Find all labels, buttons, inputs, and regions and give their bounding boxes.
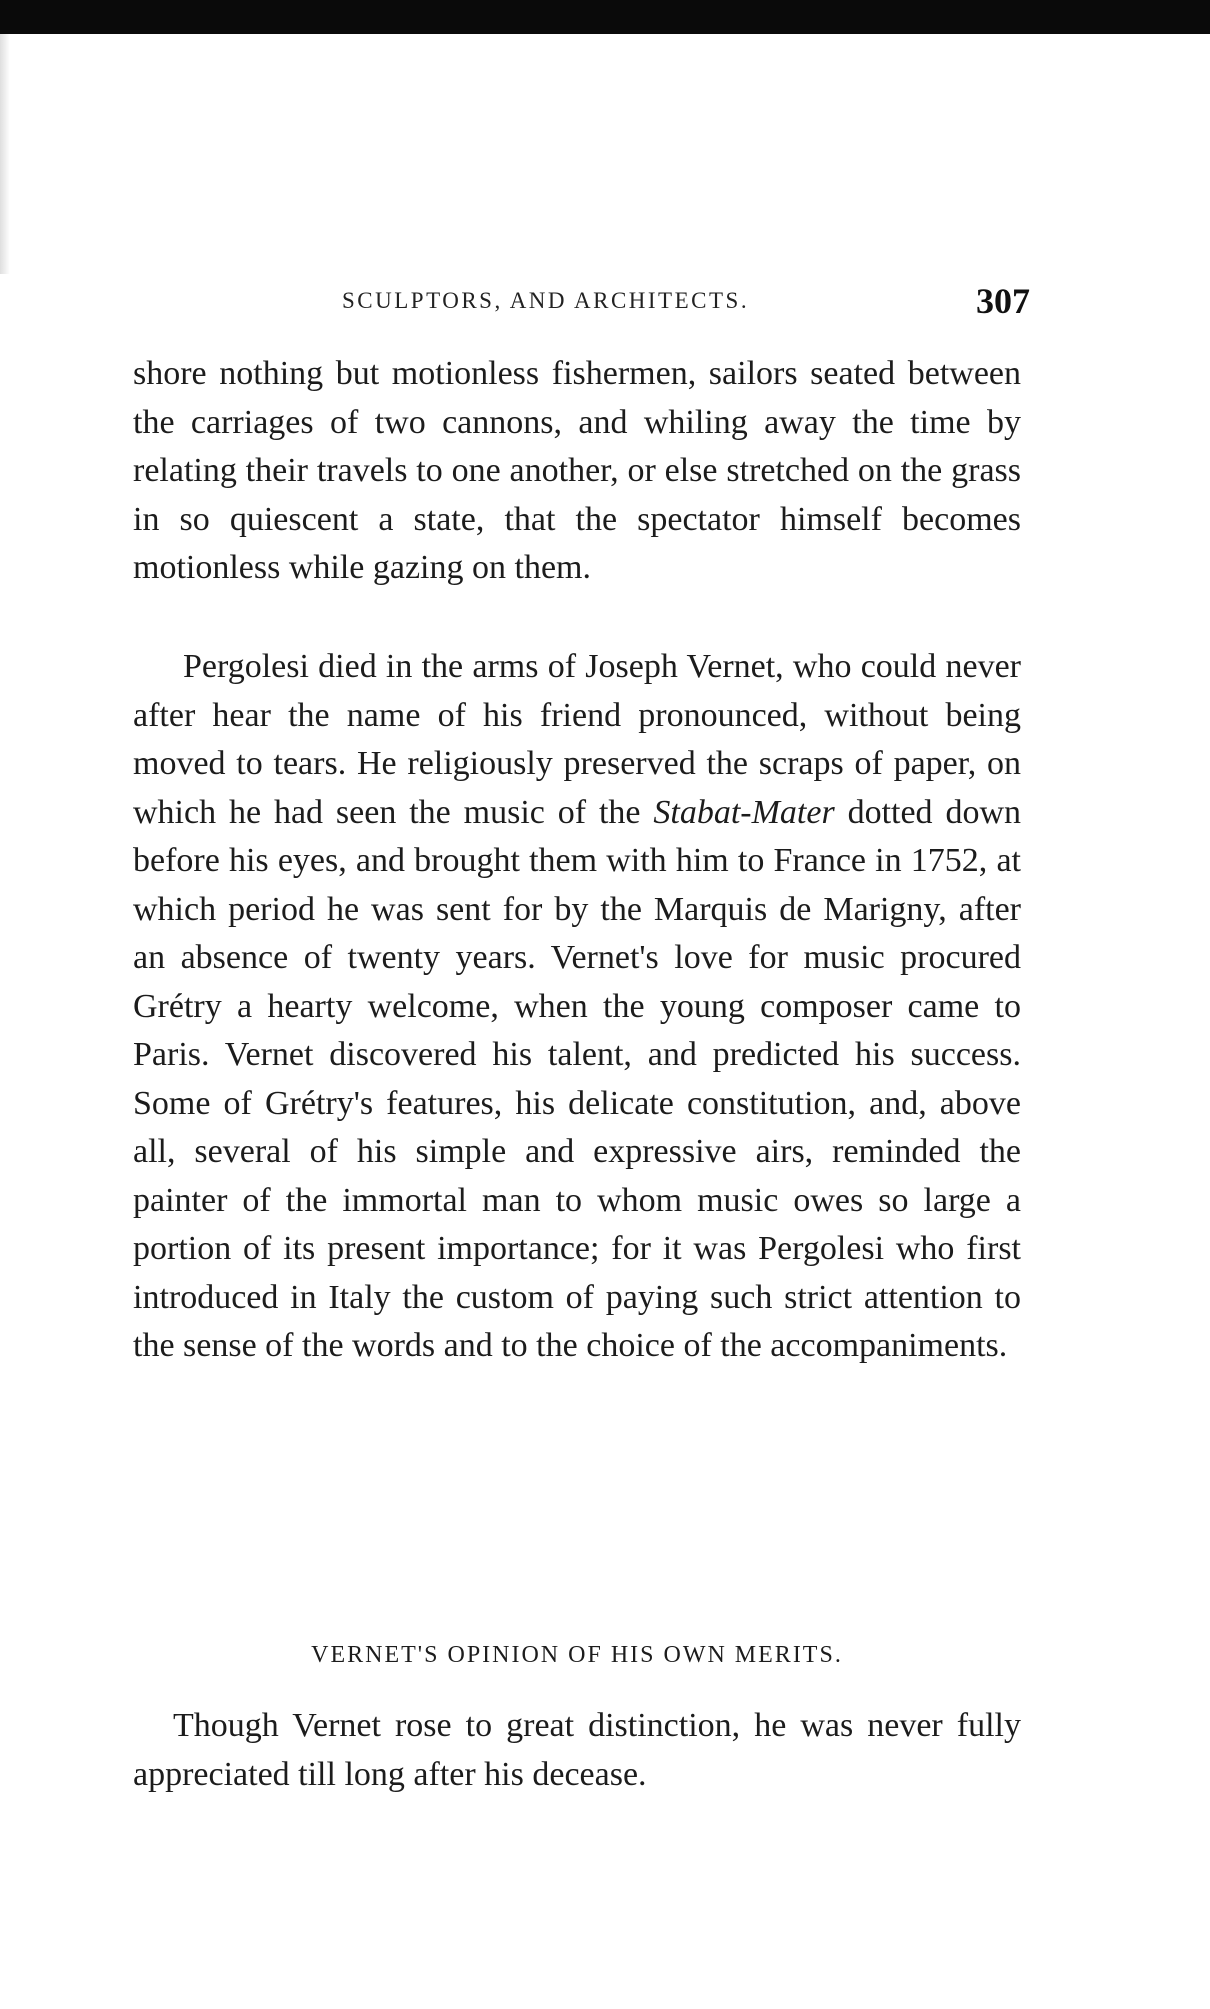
paragraph-continued: shore nothing but motionless fishermen, sailors seated between the carriages of two cannons, and whiling away the time by relating their travels to one another, or else stretched on the grass in so quiescent a state, that the spectator himself becomes motionless while gazing on them.: [133, 355, 1021, 586]
scan-top-border: [0, 0, 1210, 34]
section-heading: VERNET'S OPINION OF HIS OWN MERITS.: [311, 1642, 843, 1668]
stabat-mater-title: Stabat-Mater: [653, 793, 835, 831]
paragraph-pergolesi: [133, 643, 1021, 1371]
paragraph-pergolesi-text-2: dotted down before his eyes, and brought them with him to France in 1752, at which period he was sent for by the Marquis de Marigny, after an absence of twenty years. Vernet's love for music procured Grétry a hearty welcome, when the young composer came to Paris. Vernet discovered his talent, and predicted his success. Some of Grétry's features, his delicate constitution, and, above all, several of his simple and expressive airs, reminded the painter of the immortal man to whom music owes so large a portion of its present importance; for it was Pergolesi who first introduced in Italy the custom of paying such strict attention to the sense of the words and to the choice of the accompaniments.: [133, 793, 1021, 1364]
paragraph-vernet-opinion: Though Vernet rose to great distinction, he was never fully appreciated till long after his decease.: [133, 1707, 1021, 1793]
page-number: 307: [976, 281, 1030, 321]
running-title: SCULPTORS, AND ARCHITECTS.: [342, 288, 750, 313]
paragraph-pergolesi-text-1: Pergolesi died in the arms of Joseph Vernet, who could never after hear the name of his friend pronounced, without being moved to tears. He religiously preserved the scraps of paper, on which he had seen the music of the: [133, 648, 1021, 831]
scan-page-edge: [0, 34, 10, 274]
running-head: [137, 280, 1030, 330]
